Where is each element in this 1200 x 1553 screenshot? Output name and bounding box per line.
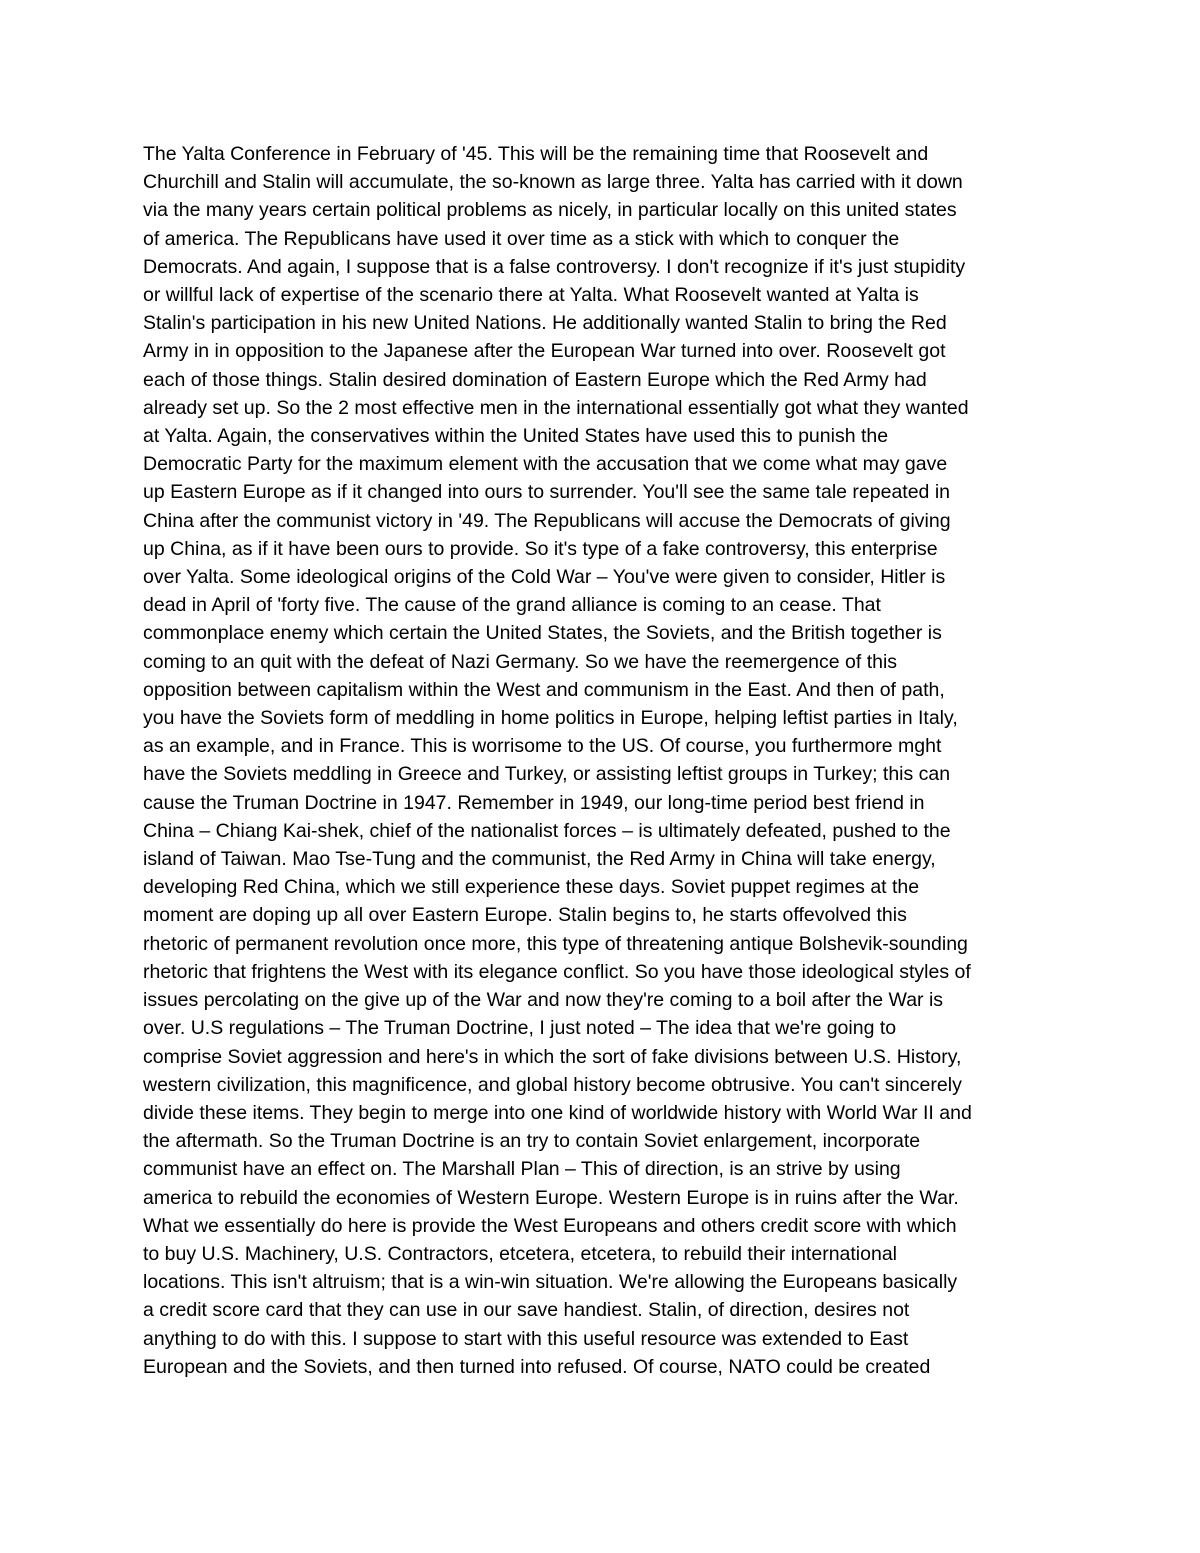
text-line: Stalin's participation in his new United Nations. He additionally wanted Stalin to bring the Red — [143, 312, 947, 335]
text-line: developing Red China, which we still experience these days. Soviet puppet regimes at the — [143, 876, 920, 899]
text-line: over Yalta. Some ideological origins of the Cold War – You've were given to consider, Hitler is — [143, 566, 946, 589]
text-line: at Yalta. Again, the conservatives within the United States have used this to punish the — [143, 425, 889, 448]
text-line: over. U.S regulations – The Truman Doctrine, I just noted – The idea that we're going to — [143, 1017, 897, 1040]
text-line: or willful lack of expertise of the scenario there at Yalta. What Roosevelt wanted at Yalta is — [143, 284, 919, 307]
text-line: via the many years certain political problems as nicely, in particular locally on this united states — [143, 199, 957, 222]
text-line: dead in April of 'forty five. The cause of the grand alliance is coming to an cease. That — [143, 594, 881, 617]
text-line: locations. This isn't altruism; that is a win-win situation. We're allowing the Europeans basically — [143, 1271, 958, 1294]
text-line: Democratic Party for the maximum element with the accusation that we come what may gave — [143, 453, 948, 476]
text-line: up China, as if it have been ours to provide. So it's type of a fake controversy, this enterprise — [143, 537, 938, 560]
text-line: of america. The Republicans have used it over time as a stick with which to conquer the — [143, 227, 900, 250]
text-line: already set up. So the 2 most effective men in the international essentially got what they wanted — [143, 396, 969, 419]
text-line: to buy U.S. Machinery, U.S. Contractors, etcetera, etcetera, to rebuild their international — [143, 1242, 897, 1265]
text-line: What we essentially do here is provide the West Europeans and others credit score with which — [143, 1214, 957, 1237]
text-line: European and the Soviets, and then turned into refused. Of course, NATO could be created — [143, 1355, 931, 1378]
text-line: opposition between capitalism within the West and communism in the East. And then of path, — [143, 678, 945, 701]
text-line: China – Chiang Kai-shek, chief of the nationalist forces – is ultimately defeated, pushed to the — [143, 819, 951, 842]
text-line: up Eastern Europe as if it changed into ours to surrender. You'll see the same tale repeated in — [143, 481, 950, 504]
text-line: divide these items. They begin to merge into one kind of worldwide history with World War II and — [143, 1101, 972, 1124]
text-line: rhetoric of permanent revolution once more, this type of threatening antique Bolshevik-sounding — [143, 932, 968, 955]
text-line: western civilization, this magnificence, and global history become obtrusive. You can't sincerely — [143, 1073, 962, 1096]
text-line: rhetoric that frightens the West with its elegance conflict. So you have those ideological styles of — [143, 960, 971, 983]
text-line: comprise Soviet aggression and here's in which the sort of fake divisions between U.S. History, — [143, 1045, 962, 1068]
text-line: anything to do with this. I suppose to start with this useful resource was extended to East — [143, 1327, 909, 1350]
text-line: Democrats. And again, I suppose that is a false controversy. I don't recognize if it's just stupidity — [143, 255, 966, 278]
text-line: communist have an effect on. The Marshall Plan – This of direction, is an strive by using — [143, 1158, 901, 1181]
text-line: the aftermath. So the Truman Doctrine is an try to contain Soviet enlargement, incorporate — [143, 1130, 921, 1153]
text-line: cause the Truman Doctrine in 1947. Remember in 1949, our long-time period best friend in — [143, 791, 925, 814]
text-line: a credit score card that they can use in our save handiest. Stalin, of direction, desires not — [143, 1299, 910, 1322]
text-line: as an example, and in France. This is worrisome to the US. Of course, you furthermore mght — [143, 735, 942, 758]
text-line: The Yalta Conference in February of '45. This will be the remaining time that Roosevelt and — [143, 143, 929, 165]
text-line: China after the communist victory in '49. The Republicans will accuse the Democrats of giving — [143, 509, 951, 532]
text-line: each of those things. Stalin desired domination of Eastern Europe which the Red Army had — [143, 368, 927, 391]
text-line: issues percolating on the give up of the War and now they're coming to a boil after the War is — [143, 989, 944, 1012]
text-line: moment are doping up all over Eastern Europe. Stalin begins to, he starts offevolved this — [143, 904, 907, 927]
text-line: you have the Soviets form of meddling in home politics in Europe, helping leftist parties in Italy, — [143, 707, 958, 730]
text-line: Army in in opposition to the Japanese after the European War turned into over. Roosevelt got — [143, 340, 946, 363]
body-paragraph — [143, 140, 1083, 1381]
text-line: america to rebuild the economies of Western Europe. Western Europe is in ruins after the War. — [143, 1186, 959, 1209]
text-line: Churchill and Stalin will accumulate, the so-known as large three. Yalta has carried with it down — [143, 171, 963, 194]
text-line: commonplace enemy which certain the United States, the Soviets, and the British together is — [143, 622, 942, 645]
text-line: have the Soviets meddling in Greece and Turkey, or assisting leftist groups in Turkey; this can — [143, 763, 951, 786]
text-line: coming to an quit with the defeat of Nazi Germany. So we have the reemergence of this — [143, 650, 898, 673]
text-line: island of Taiwan. Mao Tse-Tung and the communist, the Red Army in China will take energy, — [143, 848, 936, 871]
